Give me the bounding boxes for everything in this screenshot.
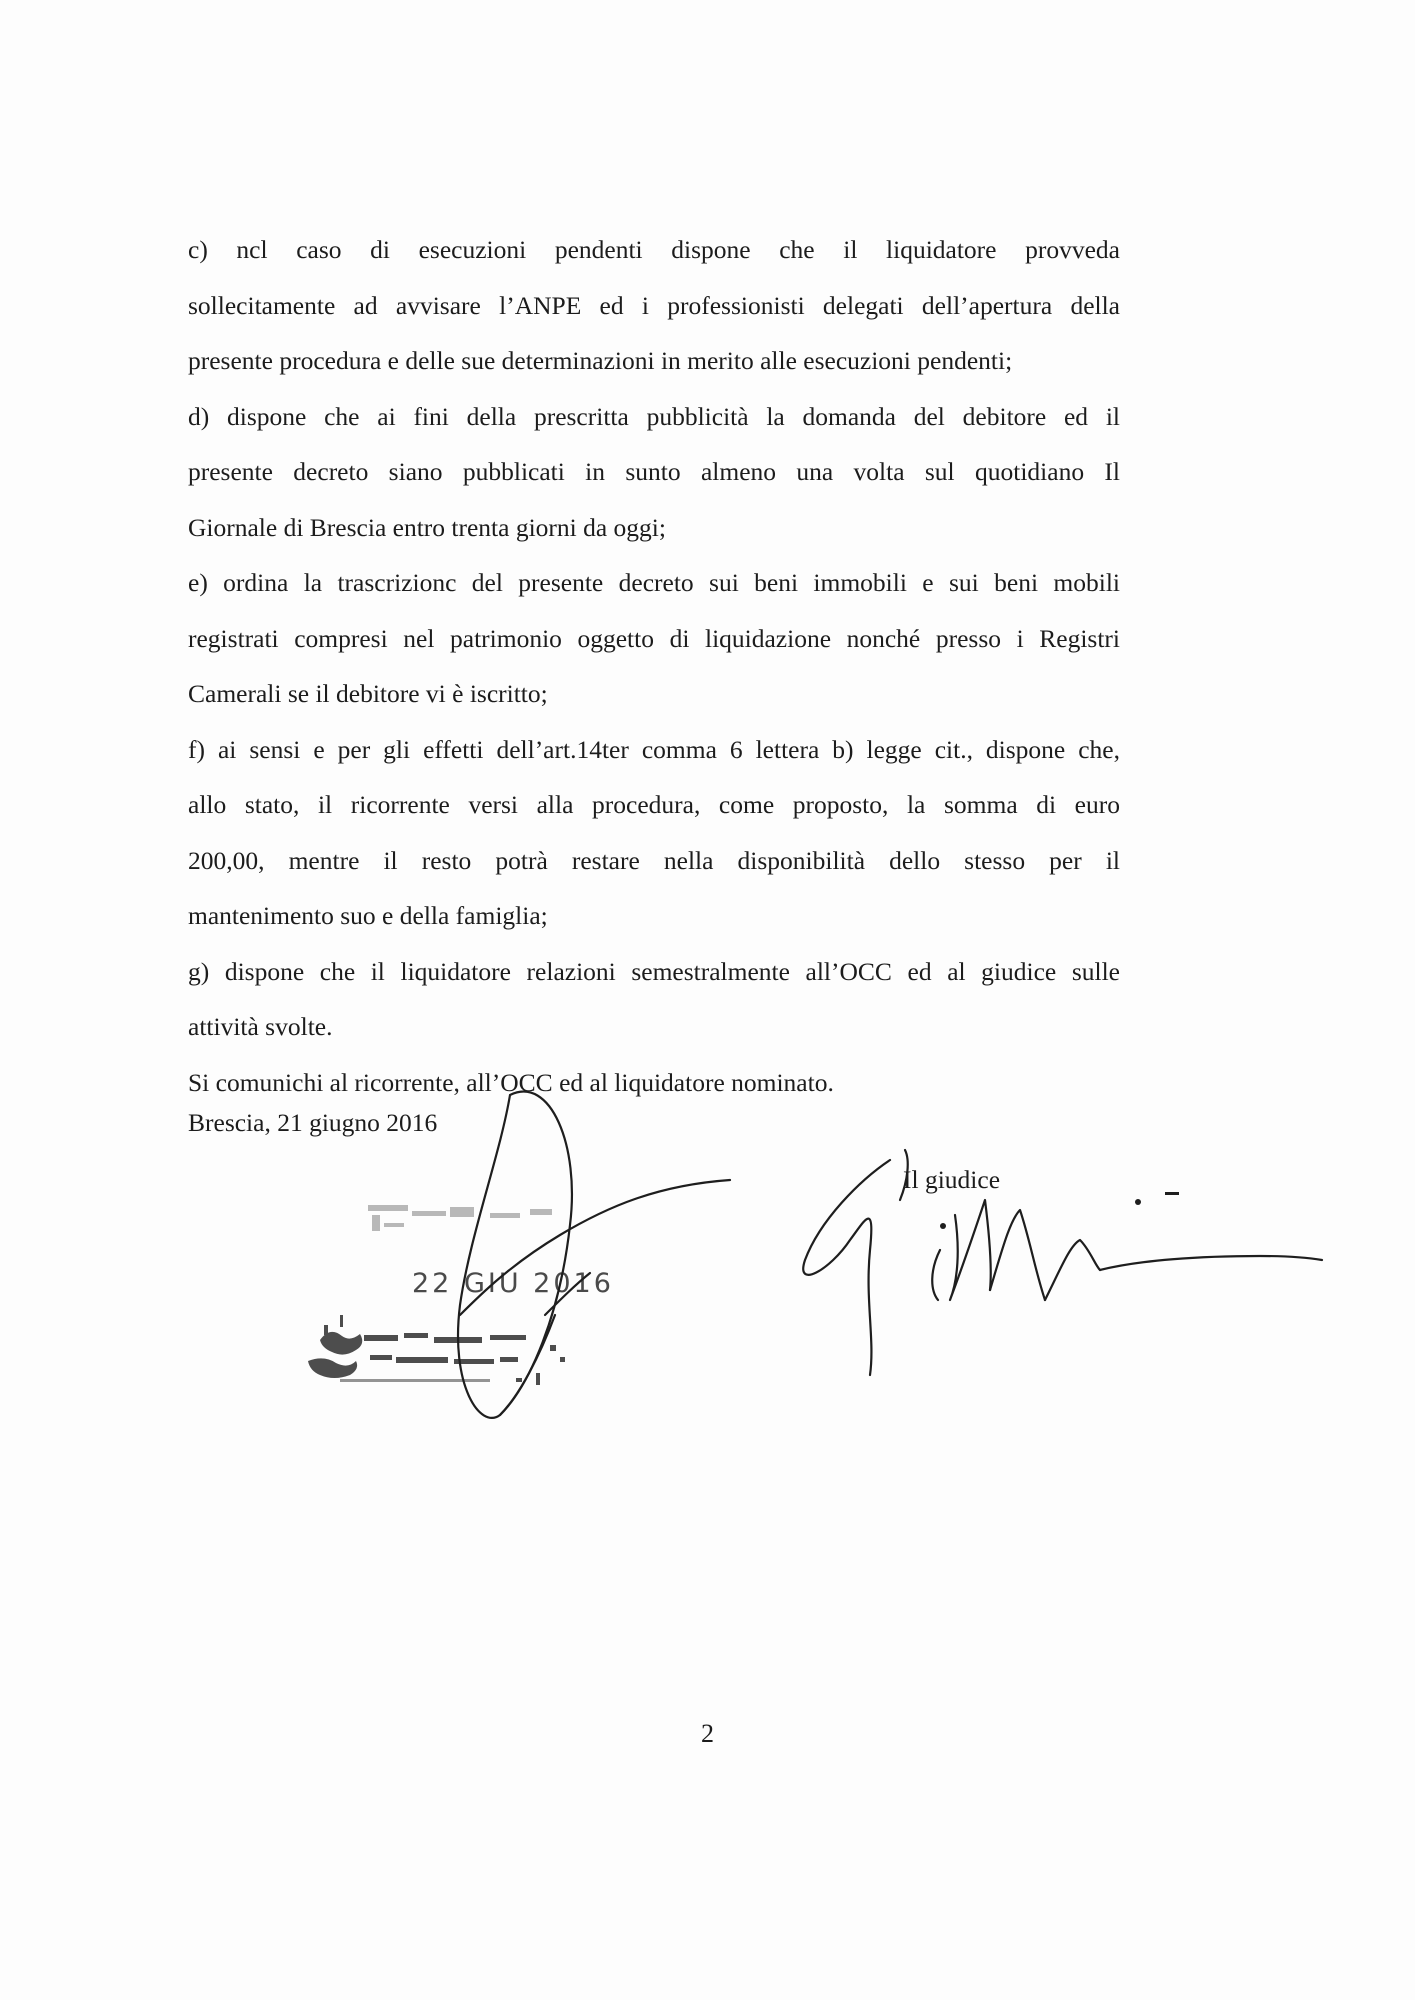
text-line-e2: registrati compresi nel patrimonio oggetto di liquidazione nonché presso i Registri xyxy=(188,623,1120,653)
text-line-c2: sollecitamente ad avvisare l’ANPE ed i professionisti delegati dell’apertura della xyxy=(188,290,1120,320)
text-line-c1: c) ncl caso di esecuzioni pendenti dispone che il liquidatore provveda xyxy=(188,235,1120,264)
text-line-g1: g) dispone che il liquidatore relazioni semestralmente all’OCC ed al giudice sulle xyxy=(188,956,1120,986)
text-line-g2: attività svolte. xyxy=(188,1012,333,1041)
text-line-e1: e) ordina la trascrizionc del presente decreto sui beni immobili e sui beni mobili xyxy=(188,568,1120,597)
text-line-e3: Camerali se il debitore vi è iscritto; xyxy=(188,679,548,708)
text-line-f3: 200,00, mentre il resto potrà restare nella disponibilità dello stesso per il xyxy=(188,845,1120,875)
judge-signature-icon xyxy=(780,1140,1340,1380)
text-line-f1: f) ai sensi e per gli effetti dell’art.14ter comma 6 lettera b) legge cit., dispone che, xyxy=(188,734,1120,764)
stamp-date: 22 GIU 2016 xyxy=(412,1268,614,1299)
text-line-d3: Giornale di Brescia entro trenta giorni da oggi; xyxy=(188,512,666,542)
text-line-c3: presente procedura e delle sue determinazioni in merito alle esecuzioni pendenti; xyxy=(188,346,1013,375)
place-date: Brescia, 21 giugno 2016 xyxy=(188,1108,438,1137)
text-line-f4: mantenimento suo e della famiglia; xyxy=(188,901,548,930)
page-number: 2 xyxy=(701,1719,714,1748)
text-line-f2: allo stato, il ricorrente versi alla procedura, come proposto, la somma di euro xyxy=(188,790,1120,819)
text-line-d2: presente decreto siano pubblicati in sunto almeno una volta sul quotidiano Il xyxy=(188,457,1120,486)
signature-loop-icon xyxy=(440,1085,740,1425)
text-line-closing: Si comunichi al ricorrente, all’OCC ed al liquidatore nominato. xyxy=(188,1067,834,1097)
judge-label: Il giudice xyxy=(903,1165,1001,1194)
decree-body xyxy=(188,222,1120,1110)
text-line-d1: d) dispone che ai fini della prescritta pubblicità la domanda del debitore ed il xyxy=(188,401,1120,431)
